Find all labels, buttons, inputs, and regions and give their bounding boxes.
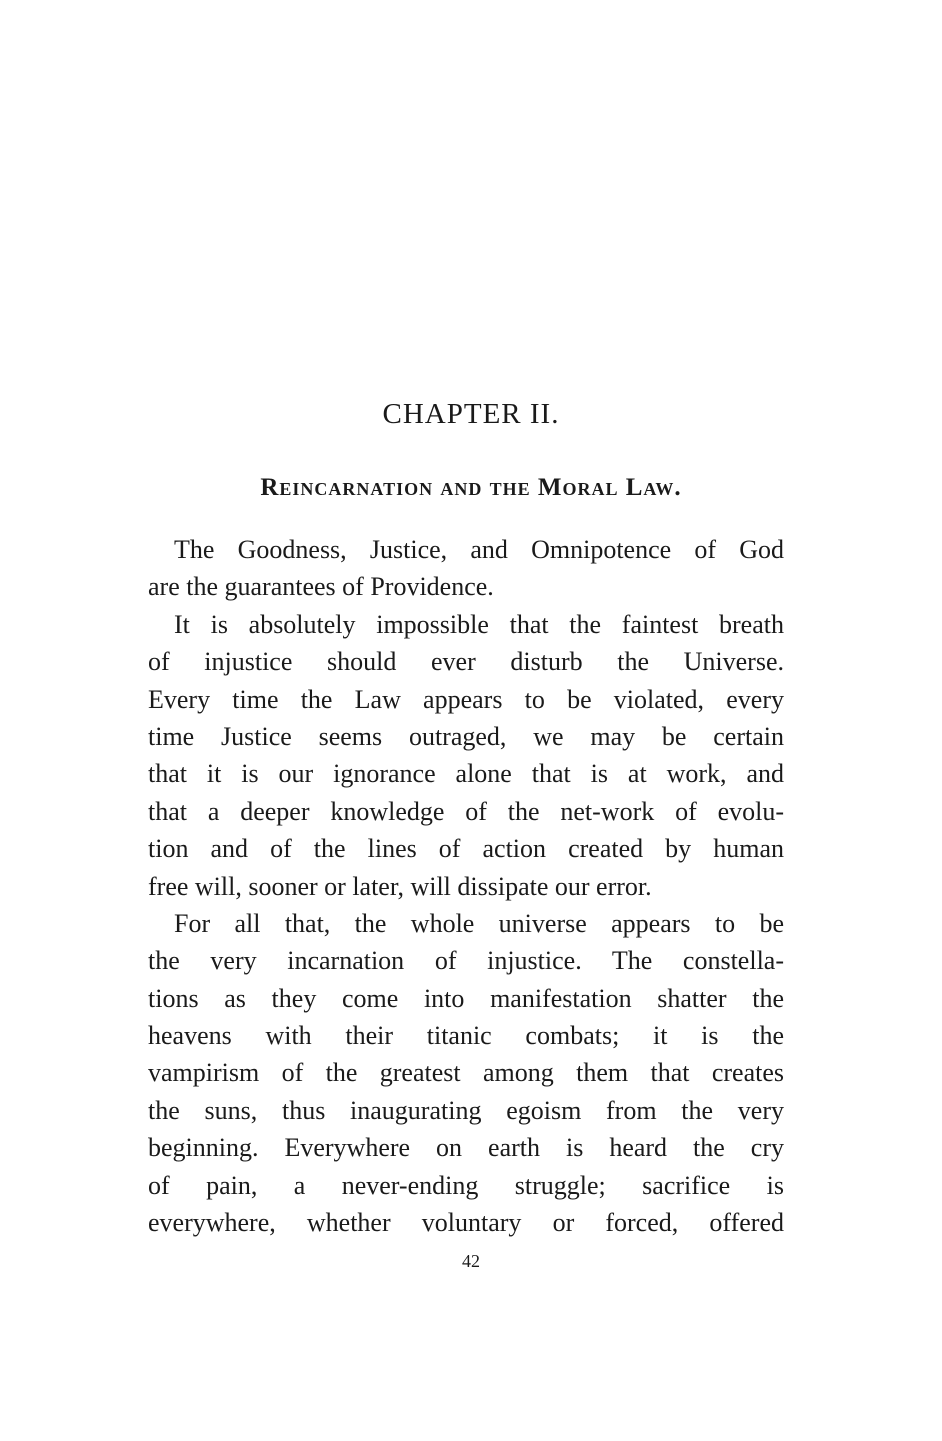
text-line: time Justice seems outraged, we may be certain	[148, 721, 784, 751]
text-line: tions as they come into manifestation shatter the	[148, 983, 784, 1013]
paragraph	[148, 606, 784, 905]
text-line: It is absolutely impossible that the faintest breath	[174, 609, 784, 639]
paragraph	[148, 531, 784, 606]
chapter-subtitle: Reincarnation and the Moral Law.	[260, 474, 682, 501]
text-line: heavens with their titanic combats; it is the	[148, 1021, 784, 1051]
text-line: beginning. Everywhere on earth is heard the cry	[148, 1133, 784, 1163]
text-line: For all that, the whole universe appears to be	[174, 908, 784, 938]
chapter-title: CHAPTER II.	[382, 398, 560, 430]
text-line: the very incarnation of injustice. The constella-	[148, 946, 784, 976]
paragraph	[148, 905, 784, 1242]
text-line: of injustice should ever disturb the Universe.	[148, 647, 784, 677]
text-line: that it is our ignorance alone that is at work, and	[148, 759, 784, 789]
text-line: that a deeper knowledge of the net-work of evolu-	[148, 796, 784, 826]
text-line: The Goodness, Justice, and Omnipotence of God	[174, 535, 784, 564]
text-line: everywhere, whether voluntary or forced, offered	[148, 1208, 784, 1238]
text-line: tion and of the lines of action created by human	[148, 834, 784, 864]
body-text	[148, 531, 784, 1241]
text-line: are the guarantees of Providence.	[148, 572, 494, 602]
text-line: of pain, a never-ending struggle; sacrifice is	[148, 1170, 784, 1200]
text-line: Every time the Law appears to be violated, every	[148, 684, 784, 714]
text-line: vampirism of the greatest among them that creates	[148, 1058, 784, 1088]
page-number: 42	[462, 1251, 480, 1271]
text-line: the suns, thus inaugurating egoism from the very	[148, 1095, 784, 1125]
text-line: free will, sooner or later, will dissipate our error.	[148, 871, 652, 901]
